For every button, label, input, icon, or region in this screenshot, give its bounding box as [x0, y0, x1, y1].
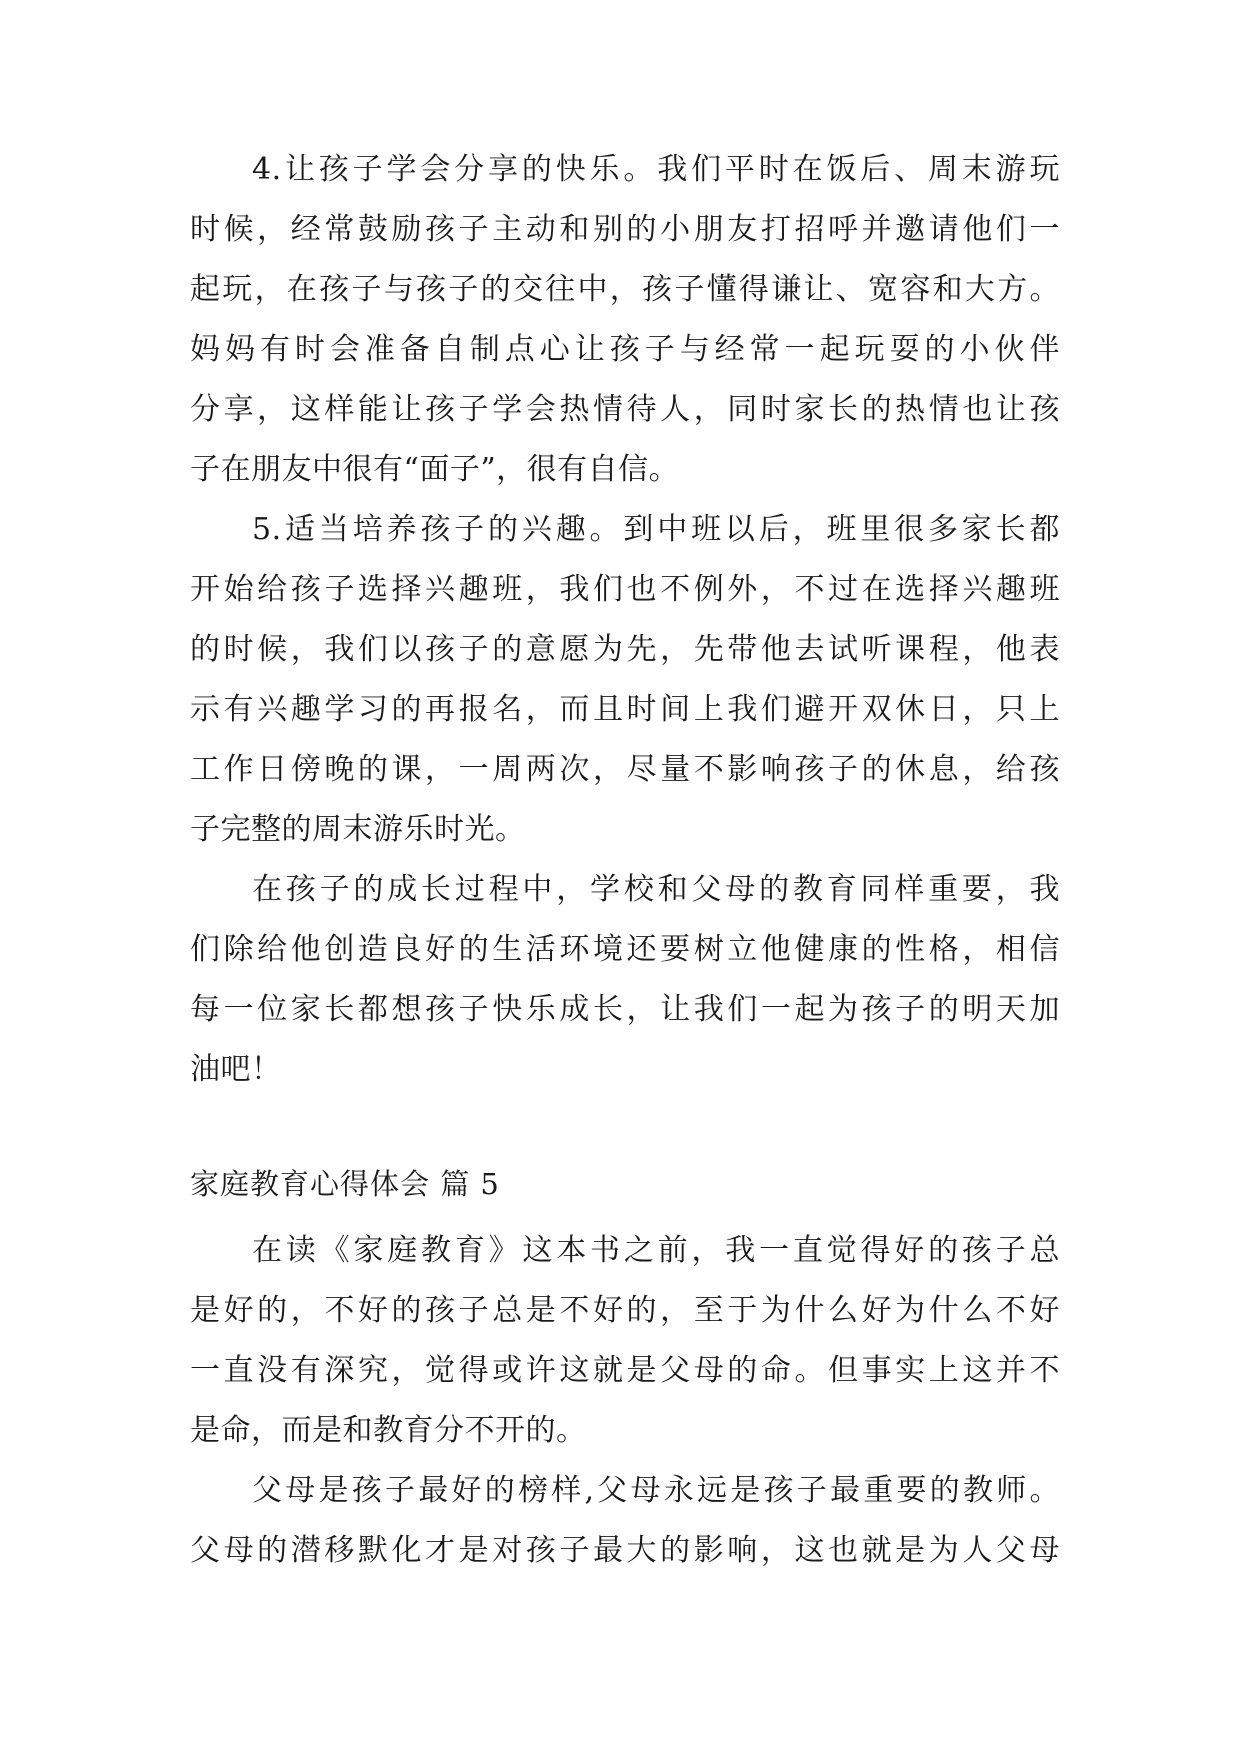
paragraph-line: 是命，而是和教育分不开的。 [190, 1413, 587, 1448]
paragraph-line: 油吧！ [190, 1052, 282, 1087]
paragraph-line: 5.适当培养孩子的兴趣。到中班以后，班里很多家长都 [252, 512, 1060, 547]
paragraph-line: 子在朋友中很有“面子”，很有自信。 [190, 452, 680, 487]
paragraph-line: 工作日傍晚的课，一周两次，尽量不影响孩子的休息，给孩 [190, 752, 1060, 787]
section-heading: 家庭教育心得体会 篇 5 [190, 1167, 500, 1201]
paragraph-line: 的时候，我们以孩子的意愿为先，先带他去试听课程，他表 [190, 632, 1060, 667]
paragraph-line: 父母的潜移默化才是对孩子最大的影响，这也就是为人父母 [190, 1533, 1060, 1568]
paragraph-line: 起玩，在孩子与孩子的交往中，孩子懂得谦让、宽容和大方。 [190, 272, 1060, 307]
paragraph-line: 示有兴趣学习的再报名，而且时间上我们避开双休日，只上 [190, 692, 1060, 727]
paragraph-line: 在孩子的成长过程中，学校和父母的教育同样重要，我 [252, 872, 1060, 907]
paragraph-line: 一直没有深究，觉得或许这就是父母的命。但事实上这并不 [190, 1353, 1060, 1388]
paragraph-line: 们除给他创造良好的生活环境还要树立他健康的性格，相信 [190, 932, 1060, 967]
paragraph-line: 4.让孩子学会分享的快乐。我们平时在饭后、周末游玩 [252, 152, 1060, 187]
paragraph-line: 每一位家长都想孩子快乐成长，让我们一起为孩子的明天加 [190, 992, 1060, 1027]
paragraph-line: 分享，这样能让孩子学会热情待人，同时家长的热情也让孩 [190, 392, 1060, 427]
paragraph-line: 子完整的周末游乐时光。 [190, 812, 526, 847]
paragraph-line: 妈妈有时会准备自制点心让孩子与经常一起玩耍的小伙伴 [190, 332, 1060, 367]
paragraph-line: 时候，经常鼓励孩子主动和别的小朋友打招呼并邀请他们一 [190, 212, 1060, 247]
paragraph-line: 是好的，不好的孩子总是不好的，至于为什么好为什么不好 [190, 1293, 1060, 1328]
paragraph-line: 父母是孩子最好的榜样,父母永远是孩子最重要的教师。 [252, 1473, 1060, 1508]
paragraph-line: 开始给孩子选择兴趣班，我们也不例外，不过在选择兴趣班 [190, 572, 1060, 607]
paragraph-line: 在读《家庭教育》这本书之前，我一直觉得好的孩子总 [252, 1233, 1060, 1268]
